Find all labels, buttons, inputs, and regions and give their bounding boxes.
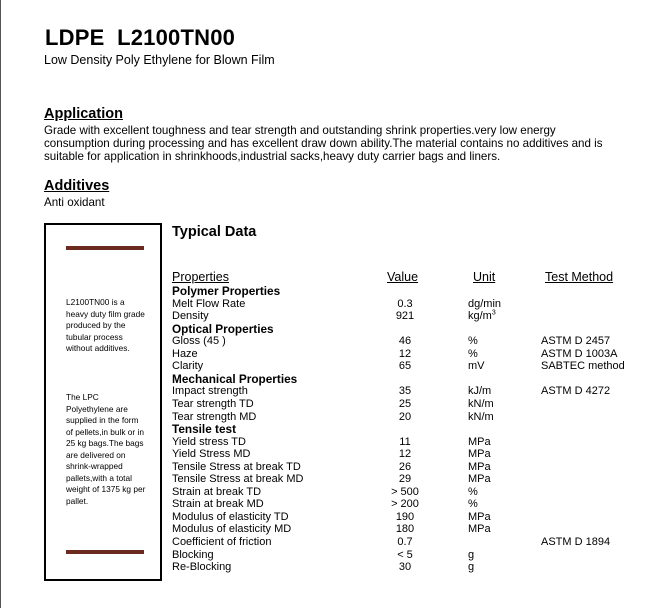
decorative-bar-bottom bbox=[66, 550, 144, 554]
table-row bbox=[172, 461, 632, 474]
property-value: < 5 bbox=[397, 548, 413, 561]
property-value: 29 bbox=[398, 473, 412, 486]
table-row bbox=[172, 561, 632, 574]
property-unit bbox=[468, 298, 501, 311]
column-header-properties: Properties bbox=[172, 270, 229, 284]
property-value: > 200 bbox=[391, 498, 419, 511]
column-header-unit: Unit bbox=[473, 270, 496, 284]
property-value: 921 bbox=[395, 310, 415, 323]
property-value: 12 bbox=[398, 347, 412, 360]
property-value: 20 bbox=[398, 410, 412, 423]
property-value: 190 bbox=[395, 510, 415, 523]
unit-text: % bbox=[468, 498, 478, 511]
table-row bbox=[172, 511, 632, 524]
unit-superscript: 3 bbox=[491, 309, 496, 317]
unit-text: % bbox=[468, 347, 478, 360]
property-value: 65 bbox=[398, 360, 412, 373]
table-row bbox=[172, 298, 632, 311]
product-title: LDPE L2100TN00 bbox=[45, 25, 236, 50]
property-label: Density bbox=[172, 310, 209, 323]
property-unit bbox=[468, 486, 478, 499]
unit-text: MPa bbox=[468, 523, 491, 536]
property-value: 11 bbox=[399, 435, 411, 448]
additives-text: Anti oxidant bbox=[44, 196, 105, 209]
table-row bbox=[172, 549, 632, 562]
property-label: Blocking bbox=[172, 548, 214, 561]
additives-heading: Additives bbox=[44, 178, 110, 194]
property-unit bbox=[468, 498, 478, 511]
property-value: 46 bbox=[398, 335, 412, 348]
table-row bbox=[172, 411, 632, 424]
sidebox-packaging: The LPC Polyethylene are supplied in the form of pellets,in bulk or in 25 kg bags.The bags are delivered on shrink-wrapped pallets,with a total weight of 1375 kg per pallet. bbox=[66, 392, 146, 506]
table-row bbox=[172, 473, 632, 486]
unit-text: dg/min bbox=[468, 297, 502, 310]
property-label: Coefficient of friction bbox=[172, 536, 272, 548]
decorative-bar-top bbox=[66, 246, 144, 250]
property-value: > 500 bbox=[391, 485, 419, 498]
property-unit bbox=[468, 335, 478, 348]
property-label: Gloss (45 ) bbox=[172, 335, 226, 348]
typical-data-heading: Typical Data bbox=[172, 224, 257, 240]
sidebox-description: L2100TN00 is a heavy duty film grade produced by the tubular process without additives. bbox=[66, 297, 145, 353]
unit-text: kN/m bbox=[468, 397, 494, 410]
table-row bbox=[172, 385, 632, 398]
unit-text: MPa bbox=[468, 435, 491, 448]
property-label: Strain at break TD bbox=[172, 485, 262, 498]
property-value: 35 bbox=[398, 385, 412, 398]
column-header-value: Value bbox=[387, 270, 419, 284]
property-value: 26 bbox=[398, 460, 412, 473]
table-row bbox=[172, 486, 632, 499]
property-unit bbox=[468, 360, 485, 373]
property-label: Impact strength bbox=[172, 385, 248, 398]
application-heading: Application bbox=[44, 106, 123, 122]
property-unit bbox=[468, 511, 491, 524]
table-row bbox=[172, 360, 632, 373]
property-unit bbox=[468, 310, 496, 323]
table-row bbox=[172, 398, 632, 411]
unit-text: mV bbox=[468, 360, 485, 373]
property-label: Haze bbox=[172, 347, 198, 360]
test-method: ASTM D 1894 bbox=[541, 536, 611, 548]
property-label: Tear strength TD bbox=[172, 397, 254, 410]
unit-text: g bbox=[468, 548, 475, 561]
table-row bbox=[172, 523, 632, 536]
property-label: Modulus of elasticity TD bbox=[172, 510, 289, 523]
unit-text: MPa bbox=[468, 448, 491, 461]
unit-text: MPa bbox=[468, 510, 491, 523]
unit-text: g bbox=[468, 561, 475, 574]
property-unit bbox=[468, 448, 491, 461]
application-line: consumption during processing and has excellent draw down ability.The material contains no additives and is bbox=[44, 137, 603, 150]
category-label: Mechanical Properties bbox=[172, 371, 298, 386]
property-unit bbox=[468, 461, 491, 474]
page-left-edge bbox=[0, 0, 1, 608]
info-sidebox bbox=[44, 223, 162, 581]
property-label: Clarity bbox=[172, 360, 204, 373]
unit-text: % bbox=[468, 485, 478, 498]
property-unit bbox=[468, 385, 491, 398]
application-text bbox=[44, 124, 624, 163]
table-category-row bbox=[172, 323, 632, 336]
property-label: Yield Stress MD bbox=[172, 448, 251, 461]
category-label: Polymer Properties bbox=[172, 284, 281, 298]
property-value: 12 bbox=[398, 448, 412, 461]
unit-text: kN/m bbox=[468, 410, 494, 423]
unit-text: MPa bbox=[468, 473, 491, 486]
property-unit bbox=[468, 561, 474, 574]
property-unit bbox=[468, 398, 494, 411]
test-method: SABTEC method bbox=[541, 360, 625, 373]
property-value: 0.3 bbox=[397, 297, 413, 310]
table-row bbox=[172, 436, 632, 449]
test-method: ASTM D 4272 bbox=[541, 385, 611, 398]
property-unit bbox=[468, 549, 474, 562]
property-value: 25 bbox=[398, 397, 412, 410]
property-label: Re-Blocking bbox=[172, 561, 232, 574]
property-unit bbox=[468, 473, 491, 486]
category-label: Tensile test bbox=[172, 422, 237, 437]
property-label: Tensile Stress at break TD bbox=[172, 460, 301, 473]
property-unit bbox=[468, 411, 494, 424]
table-row bbox=[172, 310, 632, 323]
property-unit bbox=[468, 436, 491, 449]
application-line: suitable for application in shrinkhoods,industrial sacks,heavy duty carrier bags and liners. bbox=[44, 150, 501, 163]
table-row bbox=[172, 348, 632, 361]
property-value: 0.7 bbox=[397, 536, 413, 548]
table-category-row bbox=[172, 285, 632, 298]
property-value: 30 bbox=[398, 561, 412, 574]
application-line: Grade with excellent toughness and tear strength and outstanding shrink properties.very low energy bbox=[44, 124, 556, 137]
property-label: Yield stress TD bbox=[172, 435, 246, 448]
property-unit bbox=[468, 348, 478, 361]
unit-text: % bbox=[468, 335, 478, 348]
property-label: Strain at break MD bbox=[172, 498, 264, 511]
test-method: ASTM D 2457 bbox=[541, 335, 611, 348]
property-value: 180 bbox=[395, 523, 415, 536]
table-row bbox=[172, 498, 632, 511]
category-label: Optical Properties bbox=[172, 321, 274, 336]
unit-text: kJ/m bbox=[468, 385, 492, 398]
unit-text: kg/m bbox=[468, 310, 492, 323]
property-label: Tear strength MD bbox=[172, 410, 257, 423]
table-category-row bbox=[172, 423, 632, 436]
table-row bbox=[172, 536, 632, 549]
table-category-row bbox=[172, 373, 632, 386]
property-unit bbox=[468, 523, 491, 536]
property-label: Tensile Stress at break MD bbox=[172, 473, 304, 486]
property-label: Modulus of elasticity MD bbox=[172, 523, 292, 536]
column-header-test-method: Test Method bbox=[545, 270, 614, 284]
table-row bbox=[172, 335, 632, 348]
test-method: ASTM D 1003A bbox=[541, 347, 618, 360]
property-label: Melt Flow Rate bbox=[172, 297, 246, 310]
product-subtitle: Low Density Poly Ethylene for Blown Film bbox=[44, 53, 275, 67]
table-row bbox=[172, 448, 632, 461]
unit-text: MPa bbox=[468, 460, 491, 473]
